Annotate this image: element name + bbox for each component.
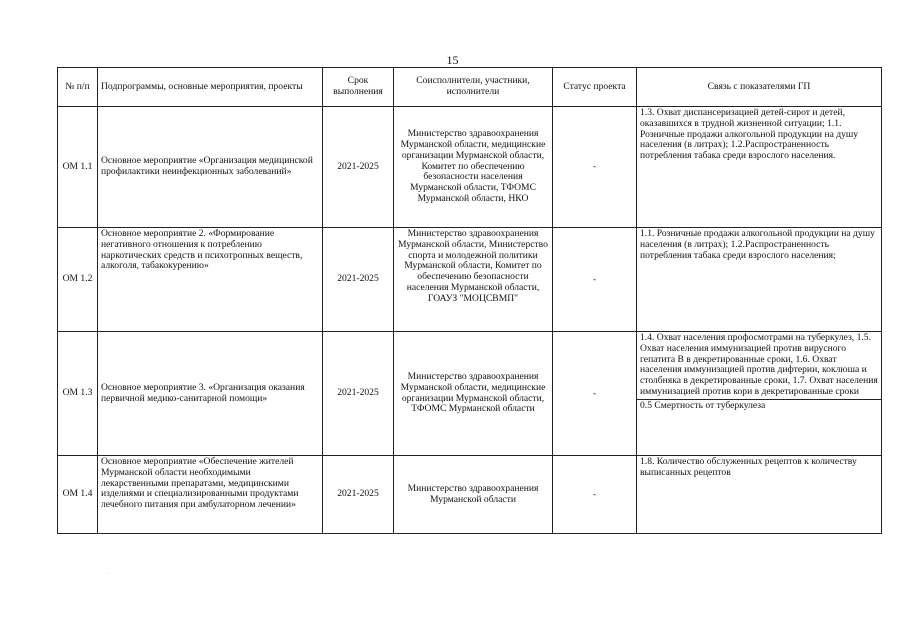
row-status	[553, 456, 637, 534]
status-value: -	[593, 273, 596, 284]
row-term: 2021-2025	[323, 456, 394, 534]
row-link-extra: 0.5 Смертность от туберкулеза	[637, 399, 881, 412]
row-term: 2021-2025	[323, 332, 394, 456]
header-link: Связь с показателями ГП	[637, 68, 882, 107]
row-link	[637, 332, 882, 456]
table-row	[58, 228, 882, 332]
table-row	[58, 456, 882, 534]
header-num: № п/п	[58, 68, 98, 107]
row-executors: Министерство здравоохранения Мурманской области, медицинские организации Мурманской области, ТФОМС Мурманской области	[394, 332, 553, 456]
row-link-main: 1.4. Охват населения профосмотрами на туберкулез, 1.5. Охват населения иммунизацией против вирусного гепатита В в декретированные сроки, 1.6. Охват населения иммунизацией против дифтерии, коклюша и столбняка в декретированные сроки, 1.7. Охват населения иммунизацией против кори в декретированные сроки	[640, 332, 878, 397]
row-term: 2021-2025	[323, 228, 394, 332]
row-num: ОМ 1.1	[58, 107, 98, 228]
table-row	[58, 107, 882, 228]
page-number: 15	[446, 53, 459, 67]
row-executors: Министерство здравоохранения Мурманской области	[394, 456, 553, 534]
program-measures-table	[57, 67, 882, 534]
header-term: Срок выполнения	[323, 68, 394, 107]
row-term: 2021-2025	[323, 107, 394, 228]
header-subprograms: Подпрограммы, основные мероприятия, проекты	[98, 68, 323, 107]
row-link: 1.8. Количество обслуженных рецептов к количеству выписанных рецептов	[637, 456, 882, 534]
header-executors: Соисполнители, участники, исполнители	[394, 68, 553, 107]
row-link: 1.1. Розничные продажи алкогольной продукции на душу населения (в литрах); 1.2.Распространенность потребления табака среди взрослого населения;	[637, 228, 882, 332]
row-status	[553, 228, 637, 332]
row-link: 1.3. Охват диспансеризацией детей-сирот и детей, оказавшихся в трудной жизненной ситуации; 1.1. Розничные продажи алкогольной продукции на душу населения (в литрах); 1.2.Распространенность потребления табака среди взрослого населения.	[637, 107, 882, 228]
row-subprogram: Основное мероприятие 2. «Формирование негативного отношения к потреблению наркотических средств и психотропных веществ, алкоголя, табакокурению»	[98, 228, 323, 332]
table-row	[58, 332, 882, 456]
row-num: ОМ 1.4	[58, 456, 98, 534]
table-header-row	[58, 68, 882, 107]
status-value: -	[593, 488, 596, 499]
header-status: Статус проекта	[553, 68, 637, 107]
row-status	[553, 332, 637, 456]
row-executors: Министерство здравоохранения Мурманской области, Министерство спорта и молодежной политики Мурманской области, Комитет по обеспечению безопасности населения Мурманской области, ГОАУЗ "МОЦСВМП"	[394, 228, 553, 332]
row-num: ОМ 1.3	[58, 332, 98, 456]
row-subprogram: Основное мероприятие «Организация медицинской профилактики неинфекционных заболеваний»	[98, 107, 323, 228]
status-value: -	[593, 161, 596, 172]
row-status	[553, 107, 637, 228]
row-subprogram: Основное мероприятие «Обеспечение жителей Мурманской области необходимыми лекарственными препаратами, медицинскими изделиями и специализированными продуктами лечебного питания при амбулаторном лечении»	[98, 456, 323, 534]
status-value: -	[593, 387, 596, 398]
row-executors: Министерство здравоохранения Мурманской области, медицинские организации Мурманской области, Комитет по обеспечению безопасности населения Мурманской области, ТФОМС Мурманской области, НКО	[394, 107, 553, 228]
row-subprogram: Основное мероприятие 3. «Организация оказания первичной медико-санитарной помощи»	[98, 332, 323, 456]
scan-speck: ·	[108, 571, 110, 577]
row-num: ОМ 1.2	[58, 228, 98, 332]
